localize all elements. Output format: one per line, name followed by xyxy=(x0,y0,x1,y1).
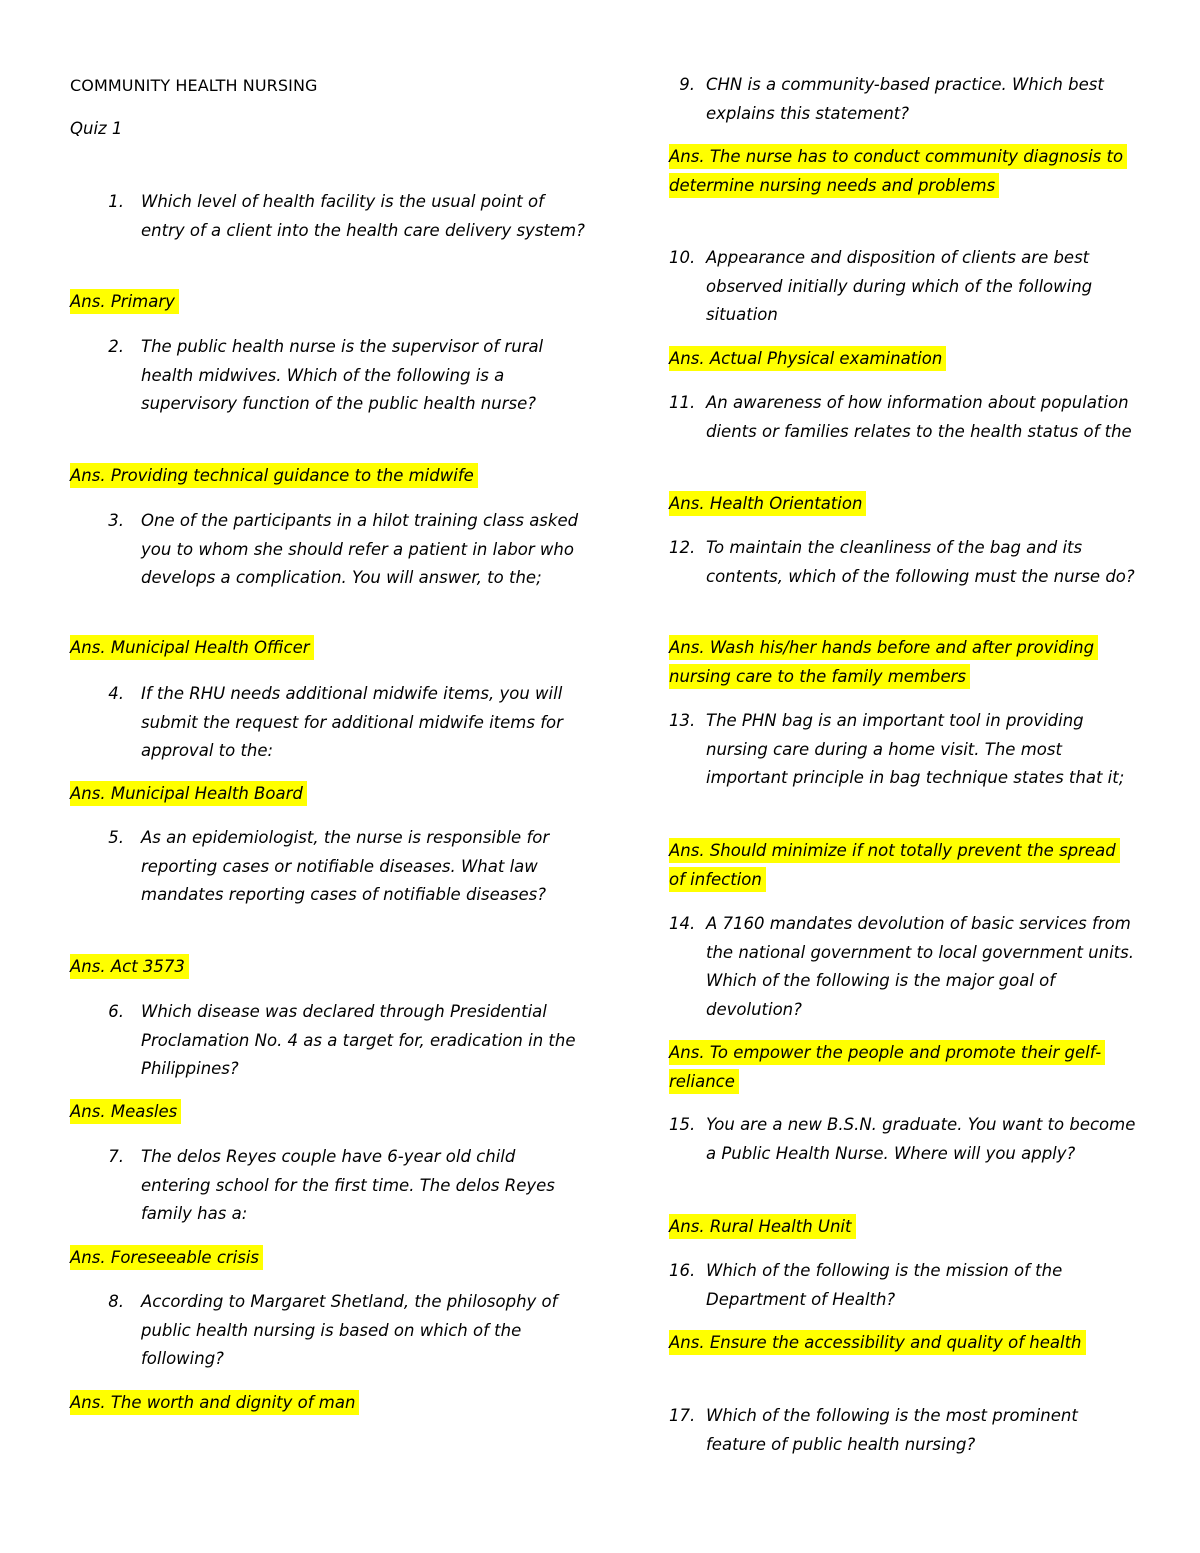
question-3 xyxy=(70,507,590,593)
answer-13 xyxy=(669,837,1124,894)
question-text: The PHN bag is an important tool in providing nursing care during a home visit. The most important principle in bag technique states that it; xyxy=(706,711,1125,788)
question-16 xyxy=(669,1257,1139,1314)
answer-text: Ans. Providing technical guidance to the midwife xyxy=(70,463,478,488)
question-text: As an epidemiologist, the nurse is responsible for reporting cases or notifiable diseases. What law mandates reporting cases of notifiable diseases? xyxy=(141,828,550,905)
question-17 xyxy=(669,1402,1139,1459)
answer-text: Ans. Municipal Health Board xyxy=(70,781,307,806)
question-text: Which disease was declared through Presidential Proclamation No. 4 as a target for, eradication in the Philippines? xyxy=(141,1002,576,1079)
question-text: To maintain the cleanliness of the bag and its contents, which of the following must the nurse do? xyxy=(706,538,1135,586)
answer-4 xyxy=(70,780,590,809)
question-text: The public health nurse is the supervisor of rural health midwives. Which of the following is a supervisory function of the public health nurse? xyxy=(141,337,544,414)
question-9 xyxy=(669,71,1139,128)
question-number: 12. xyxy=(669,538,696,557)
answer-2 xyxy=(70,462,590,491)
answer-3 xyxy=(70,634,590,663)
answer-15 xyxy=(669,1213,1124,1242)
answer-11 xyxy=(669,490,1124,519)
question-number: 5. xyxy=(108,828,124,847)
question-number: 17. xyxy=(669,1406,696,1425)
question-5 xyxy=(70,824,590,910)
question-text: Which level of health facility is the usual point of entry of a client into the health care delivery system? xyxy=(141,192,585,240)
question-11 xyxy=(669,389,1139,446)
question-4 xyxy=(70,680,590,766)
answer-text: Ans. Health Orientation xyxy=(669,491,866,516)
answer-9 xyxy=(669,143,1124,200)
answer-1 xyxy=(70,288,590,317)
answer-text: Ans. Ensure the accessibility and quality of health xyxy=(669,1330,1086,1355)
answer-text: Ans. The worth and dignity of man xyxy=(70,1390,359,1415)
question-text: CHN is a community-based practice. Which best explains this statement? xyxy=(706,75,1104,123)
question-text: You are a new B.S.N. graduate. You want to become a Public Health Nurse. Where will you apply? xyxy=(706,1115,1136,1163)
question-8 xyxy=(70,1288,590,1374)
answer-text: Ans. Should minimize if not totally prevent the spread of infection xyxy=(669,838,1120,892)
question-number: 1. xyxy=(108,192,124,211)
question-1 xyxy=(70,188,590,245)
question-number: 8. xyxy=(108,1292,124,1311)
question-number: 13. xyxy=(669,711,696,730)
answer-6 xyxy=(70,1098,590,1127)
document-title: COMMUNITY HEALTH NURSING xyxy=(70,76,318,95)
question-number: 2. xyxy=(108,337,124,356)
quiz-label: Quiz 1 xyxy=(70,119,123,138)
answer-text: Ans. Foreseeable crisis xyxy=(70,1245,263,1270)
question-15 xyxy=(669,1111,1139,1168)
answer-text: Ans. Municipal Health Officer xyxy=(70,635,314,660)
question-7 xyxy=(70,1143,590,1229)
answer-text: Ans. Wash his/her hands before and after providing nursing care to the family members xyxy=(669,635,1098,689)
answer-8 xyxy=(70,1389,590,1418)
question-number: 16. xyxy=(669,1261,696,1280)
question-14 xyxy=(669,910,1139,1025)
question-text: The delos Reyes couple have 6-year old child entering school for the first time. The delos Reyes family has a: xyxy=(141,1147,555,1224)
answer-text: Ans. To empower the people and promote their gelf-reliance xyxy=(669,1040,1105,1094)
question-number: 14. xyxy=(669,914,696,933)
question-text: Appearance and disposition of clients are best observed initially during which of the following situation xyxy=(706,248,1093,325)
question-13 xyxy=(669,707,1139,793)
question-text: Which of the following is the mission of the Department of Health? xyxy=(706,1261,1063,1309)
answer-text: Ans. Primary xyxy=(70,289,179,314)
question-number: 6. xyxy=(108,1002,124,1021)
question-text: Which of the following is the most prominent feature of public health nursing? xyxy=(706,1406,1078,1454)
question-text: According to Margaret Shetland, the philosophy of public health nursing is based on which of the following? xyxy=(141,1292,558,1369)
question-text: One of the participants in a hilot training class asked you to whom she should refer a patient in labor who develops a complication. You will answer, to the; xyxy=(141,511,579,588)
question-number: 15. xyxy=(669,1115,696,1134)
answer-10 xyxy=(669,345,1124,374)
answer-text: Ans. Actual Physical examination xyxy=(669,346,946,371)
answer-14 xyxy=(669,1039,1124,1096)
answer-text: Ans. The nurse has to conduct community diagnosis to determine nursing needs and problems xyxy=(669,144,1127,198)
question-number: 7. xyxy=(108,1147,124,1166)
answer-12 xyxy=(669,634,1124,691)
answer-7 xyxy=(70,1244,590,1273)
question-2 xyxy=(70,333,590,419)
question-number: 10. xyxy=(669,248,696,267)
answer-text: Ans. Measles xyxy=(70,1099,181,1124)
question-number: 3. xyxy=(108,511,124,530)
question-12 xyxy=(669,534,1139,591)
question-number: 11. xyxy=(669,393,696,412)
question-number: 4. xyxy=(108,684,124,703)
question-text: An awareness of how information about population dients or families relates to the health status of the xyxy=(706,393,1132,441)
question-6 xyxy=(70,998,590,1084)
answer-5 xyxy=(70,953,590,982)
answer-text: Ans. Rural Health Unit xyxy=(669,1214,856,1239)
question-10 xyxy=(669,244,1139,330)
answer-text: Ans. Act 3573 xyxy=(70,954,189,979)
question-number: 9. xyxy=(679,75,695,94)
question-text: If the RHU needs additional midwife items, you will submit the request for additional midwife items for approval to the: xyxy=(141,684,563,761)
answer-16 xyxy=(669,1329,1124,1358)
question-text: A 7160 mandates devolution of basic services from the national government to local government units. Which of the following is the major goal of devolution? xyxy=(706,914,1134,1020)
